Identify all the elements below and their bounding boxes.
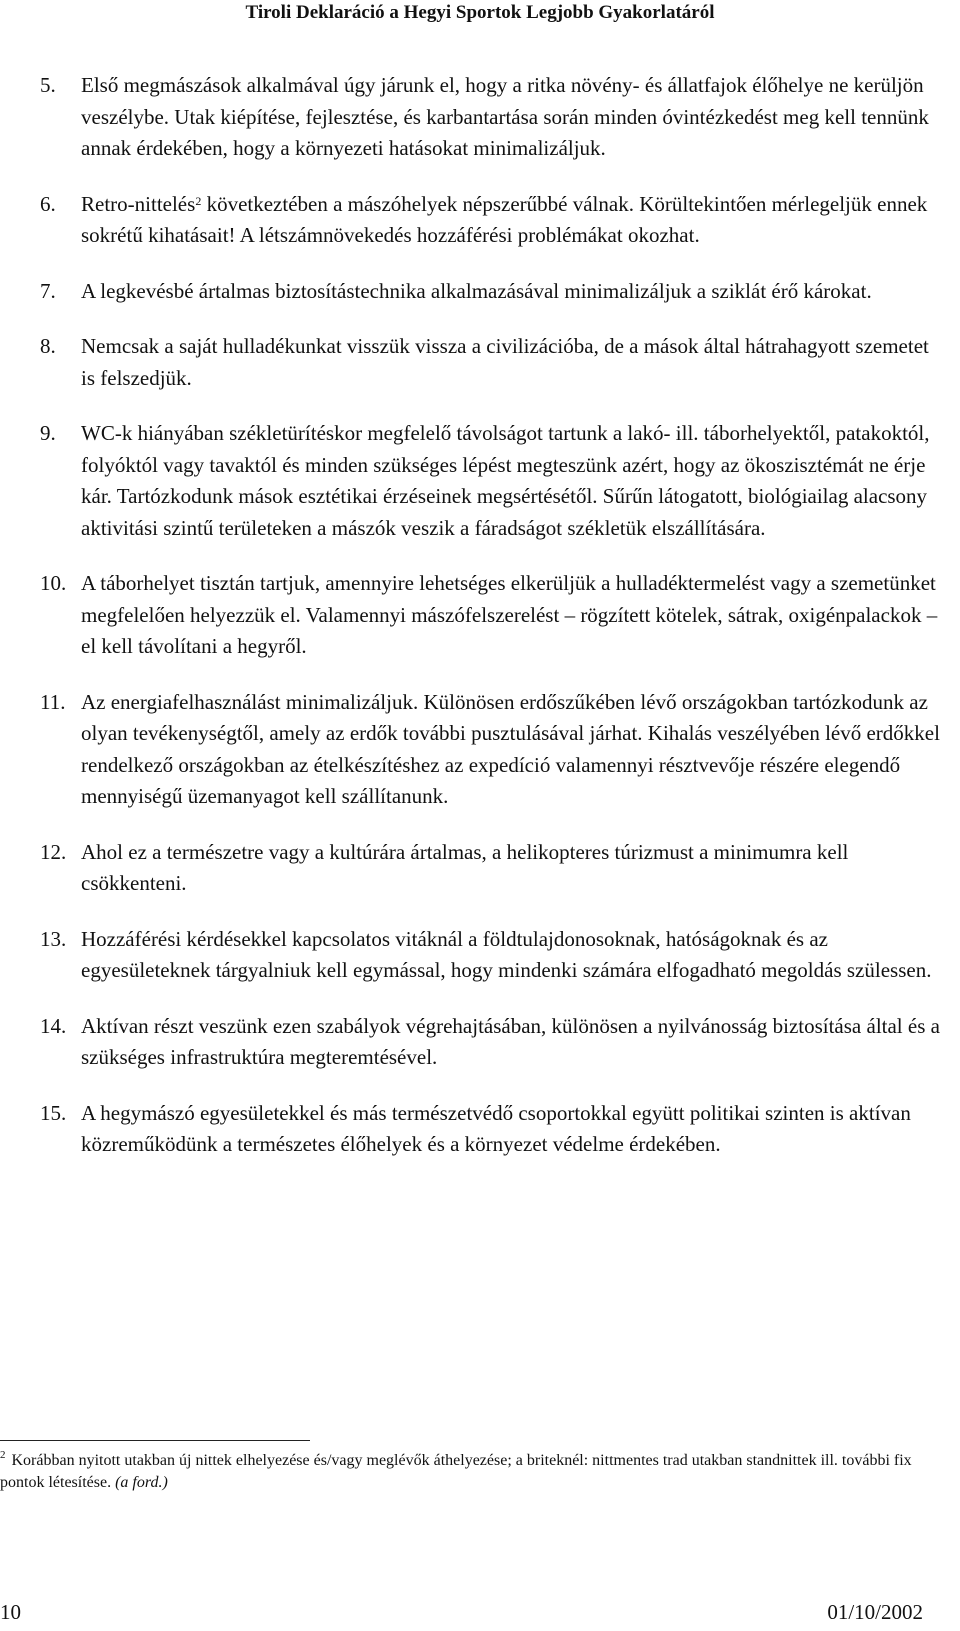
item-text: Első megmászások alkalmával úgy járunk el, hogy a ritka növény- és állatfajok élőhelye ne kerüljön veszélybe. Utak kiépítése, fejlesztése, és karbantartása során minden óvintézkedést meg kell tennünk annak érdekében, hogy a környezeti hatásokat minimalizáljuk. (81, 73, 929, 160)
list-item (40, 1098, 945, 1161)
item-number: 7. (40, 278, 56, 303)
page-header (0, 2, 960, 24)
item-text: Ahol ez a természetre vagy a kultúrára ártalmas, a helikopteres túrizmust a minimumra kell csökkenteni. (81, 839, 849, 895)
guidelines-list (40, 70, 945, 1185)
list-item (40, 687, 945, 813)
footnote-mark: 2 (0, 1449, 6, 1461)
item-number: 14. (40, 1013, 67, 1038)
item-number: 6. (40, 191, 56, 216)
item-text: Nemcsak a saját hulladékunkat visszük vissza a civilizációba, de a mások által hátrahagyott szemetet is felszedjük. (81, 334, 929, 390)
item-text: Aktívan részt veszünk ezen szabályok végrehajtásában, különösen a nyilvánosság biztosítása által és a szükséges infrastruktúra megteremtésével. (81, 1013, 940, 1069)
item-text-after-footnote: következtében a mászóhelyek népszerűbbé válnak. Körültekintően mérlegeljük ennek sokrétű kihatásait! A létszámnövekedés hozzáférési problémákat okozhat. (81, 191, 928, 247)
item-text: A legkevésbé ártalmas biztosítástechnika alkalmazásával minimalizáljuk a sziklát érő károkat. (81, 278, 872, 303)
item-number: 11. (40, 689, 66, 714)
footer-date: 01/10/2002 (827, 1600, 923, 1624)
list-item (40, 189, 945, 252)
item-text: A táborhelyet tisztán tartjuk, amennyire lehetséges elkerüljük a hulladéktermelést vagy a szemetünket megfelelően helyezzük el. Valamennyi mászófelszerelést – rögzített kötelek, sátrak, oxigénpalackok – el kell távolítani a hegyről. (81, 571, 938, 658)
footnote-divider (0, 1440, 310, 1441)
item-text: Hozzáférési kérdésekkel kapcsolatos vitáknál a földtulajdonosoknak, hatóságoknak és az egyesületeknek tárgyalniuk kell egymással, hogy mindenki számára elfogadható megoldás szülessen. (81, 926, 932, 982)
item-text: A hegymászó egyesületekkel és más természetvédő csoportokkal együtt politikai szinten is aktívan közreműködünk a természetes élőhelyek és a környezet védelme érdekében. (81, 1100, 911, 1156)
list-item (40, 331, 945, 394)
footnote (0, 1450, 950, 1494)
list-item (40, 70, 945, 165)
item-number: 9. (40, 421, 56, 445)
page-number: 10 (0, 1600, 21, 1624)
list-item (40, 568, 945, 663)
list-item (40, 924, 945, 987)
item-text: Az energiafelhasználást minimalizáljuk. Különösen erdőszűkében lévő országokban tartózkodunk az olyan tevékenységtől, amely az erdők további pusztulásával járhat. Kihalás veszélyében lévő erdőkkel rendelkező országokban az ételkészítéshez az expedíció valamennyi résztvevője részére elegendő mennyiségű üzemanyagot kell szállítanunk. (81, 689, 940, 808)
item-text (81, 192, 927, 248)
item-number: 5. (40, 73, 56, 97)
footnote-text: Korábban nyitott utakban új nittek elhelyezése és/vagy meglévők áthelyezése; a briteknél: nittmentes trad utakban standnittek ill. további fix pontok létesítése. (0, 1452, 912, 1491)
item-number: 8. (40, 334, 56, 358)
list-item (40, 276, 945, 308)
item-text: WC-k hiányában székletürítéskor megfelelő távolságot tartunk a lakó- ill. táborhelyektől, patakoktól, folyóktól vagy tavaktól és minden szükséges lépést megteszünk azért, hogy az ökoszisztémát ne érje kár. Tartózkodunk mások esztétikai érzéseinek megsértésétől. Sűrűn látogatott, biológiailag alacsony aktivitási szintű területeken a mászók veszik a fáradságot székletük elszállítására. (81, 421, 930, 540)
item-text-before-footnote: Retro-nittelés (81, 191, 196, 216)
item-number: 13. (40, 926, 67, 951)
list-item (40, 418, 945, 544)
footnote-reference[interactable]: 2 (195, 193, 202, 208)
item-number: 10. (40, 571, 67, 595)
document-title: Tiroli Deklaráció a Hegyi Sportok Legjobb Gyakorlatáról (245, 2, 715, 23)
list-item (40, 837, 945, 900)
item-number: 15. (40, 1100, 67, 1125)
page-footer (0, 1600, 960, 1624)
item-number: 12. (40, 839, 67, 864)
translator-note: (a ford.) (115, 1474, 168, 1491)
list-item (40, 1011, 945, 1074)
